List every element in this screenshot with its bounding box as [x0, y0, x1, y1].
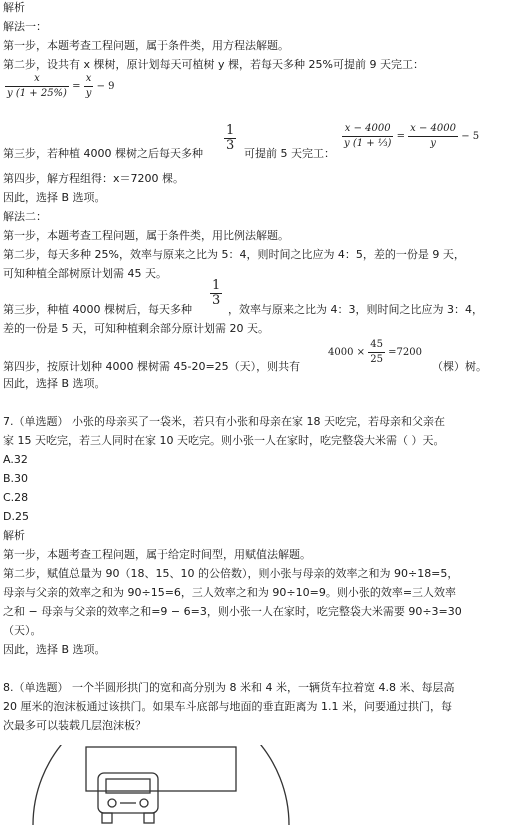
equation-two: $\frac{x - 4000}{\text{y (1 + ⅓)}}$ = $\frac{x - 4000}{y}$ − 5: [344, 123, 480, 149]
q7-step-two-c: 之和 − 母亲与父亲的效率之和=9 − 6=3，则小张一人在家时，吃完整袋大米需要 90÷3=30: [3, 605, 462, 618]
q7-step-two-d: （天）。: [3, 624, 42, 637]
equation-one: $\frac{x}{y (1 + 25\%)}$ = $\frac{x}{y}$ − 9: [7, 73, 115, 99]
step-three-b: 可提前 5 天完工：: [244, 147, 335, 160]
eq1-right-denominator: y: [85, 88, 92, 99]
eq1-left-fraction: [5, 72, 69, 101]
eq3-fraction: [368, 338, 385, 367]
third-denominator: 3: [226, 138, 235, 153]
truck-headlight-left: [108, 799, 116, 807]
m2-step-four-a: 第四步，按原计划种 4000 棵树需 45-20=25（天），则共有: [3, 360, 301, 373]
m2-step-two-a: 第二步，每天多种 25%，效率与原来之比为 5：4，则时间之比应为 4：5，差的一份是 9 天，: [3, 248, 465, 261]
eq2-right-numerator: x − 4000: [408, 122, 458, 137]
eq1-tail: − 9: [96, 81, 115, 92]
q7-conclusion: 因此，选择 B 选项。: [3, 643, 106, 656]
q7-step-two-b: 母亲与父亲的效率之和为 90÷15=6，三人效率之和为 90÷10=9。则小张的效率=三人效率: [3, 586, 457, 599]
conclusion-two: 因此，选择 B 选项。: [3, 377, 106, 390]
q7-option-d: D.25: [3, 510, 29, 523]
truck-headlight-right: [140, 799, 148, 807]
method-one-heading: 解法一：: [3, 20, 47, 33]
truck-under-arch-diagram: [28, 745, 298, 828]
truck-wheel-left: [102, 813, 112, 823]
m2-step-four-b: （棵）树。: [432, 360, 487, 373]
q7-option-b: B.30: [3, 472, 29, 485]
q7-step-two-a: 第二步，赋值总量为 90（18、15、10 的公倍数），则小张与母亲的效率之和为 90÷18=5，: [3, 567, 459, 580]
q7-option-a: A.32: [3, 453, 28, 466]
q7-stem-b: 家 15 天吃完，若三人同时在家 10 天吃完。则小张一人在家时，吃完整袋大米需（ ）天。: [3, 434, 445, 447]
method-two-heading: 解法二：: [3, 210, 47, 223]
q7-analysis-heading: 解析: [3, 529, 25, 542]
step-three-a: 第三步，若种植 4000 棵树之后每天多种: [3, 147, 203, 160]
m2-step-three-b: ，效率与原来之比为 4：3，则时间之比应为 3：4，: [228, 303, 483, 316]
eq1-right-numerator: x: [84, 72, 94, 87]
eq3-denominator: 25: [370, 354, 383, 365]
conclusion-one: 因此，选择 B 选项。: [3, 191, 106, 204]
step-two: 第二步，设共有 x 棵树，原计划每天可植树 y 棵，若每天多种 25%可提前 9 天完工：: [3, 58, 424, 71]
step-four: 第四步，解方程组得：x＝7200 棵。: [3, 172, 184, 185]
eq1-left-numerator: x: [5, 72, 69, 87]
eq3-lead: 4000 ×: [328, 347, 366, 358]
equation-three: [328, 338, 422, 367]
eq1-left-denominator: y (1 + 25%): [7, 88, 67, 99]
eq1-right-fraction: [84, 72, 94, 101]
foam-board-load: [86, 747, 236, 791]
q7-option-c: C.28: [3, 491, 29, 504]
q8-stem-a: 8.（单选题） 一个半圆形拱门的宽和高分别为 8 米和 4 米，一辆货车拉着宽 4.8 米、每层高: [3, 681, 455, 694]
eq2-left-denominator: y (1 + ⅓): [344, 138, 392, 149]
m2-step-two-b: 可知种植全部树原计划需 45 天。: [3, 267, 167, 280]
arch-outline: [33, 745, 289, 825]
third-denominator-2: 3: [212, 293, 221, 308]
eq2-left-fraction: [342, 122, 393, 151]
third-fraction: [224, 124, 236, 153]
eq2-tail: − 5: [461, 131, 480, 142]
q7-stem-a: 7.（单选题） 小张的母亲买了一袋米，若只有小张和母亲在家 18 天吃完，若母亲和父亲在: [3, 415, 445, 428]
third-numerator-2: 1: [212, 278, 221, 293]
eq3-numerator: 45: [368, 338, 385, 353]
eq2-left-numerator: x − 4000: [342, 122, 393, 137]
q8-stem-c: 次最多可以装载几层泡沫板？: [3, 719, 146, 732]
m2-step-one: 第一步，本题考查工程问题，属于条件类，用比例法解题。: [3, 229, 289, 242]
eq3-result: =7200: [388, 347, 422, 358]
m2-step-three-c: 差的一份是 5 天，可知种植剩余部分原计划需 20 天。: [3, 322, 269, 335]
heading-analysis: 解析: [3, 1, 25, 14]
eq2-right-denominator: y: [430, 138, 436, 149]
m2-step-three-a: 第三步，种植 4000 棵树后，每天多种: [3, 303, 192, 316]
third-numerator: 1: [226, 123, 235, 138]
arch-figure-svg: [28, 745, 298, 825]
q8-stem-b: 20 厘米的泡沫板通过该拱门。如果车斗底部与地面的垂直距离为 1.1 米，问要通过拱门，每: [3, 700, 452, 713]
step-one: 第一步，本题考查工程问题，属于条件类，用方程法解题。: [3, 39, 289, 52]
third-fraction-2: [210, 279, 222, 308]
eq2-right-fraction: [408, 122, 458, 151]
truck-wheel-right: [144, 813, 154, 823]
q7-step-one: 第一步，本题考查工程问题，属于给定时间型，用赋值法解题。: [3, 548, 311, 561]
